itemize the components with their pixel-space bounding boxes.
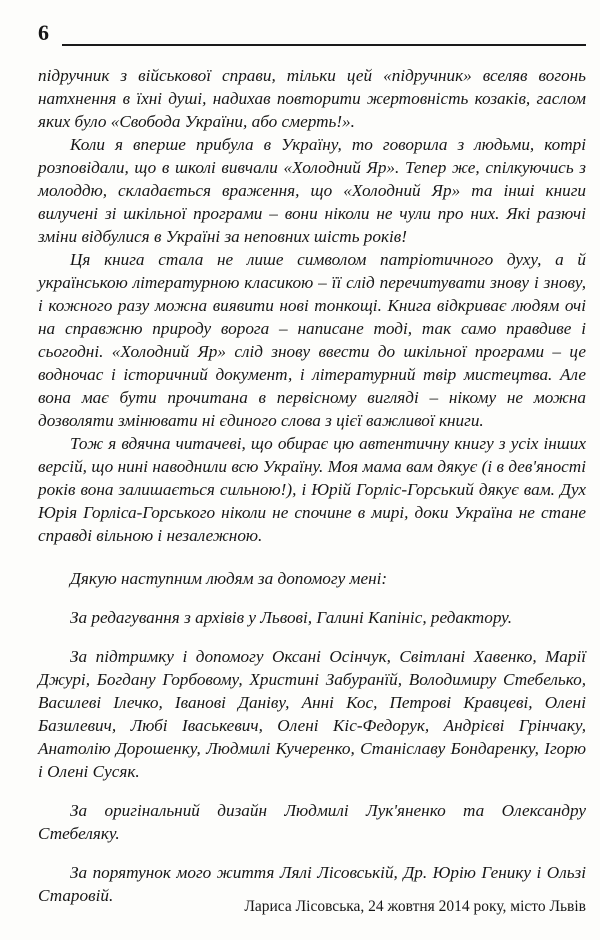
page-header xyxy=(38,20,586,48)
acknowledgements xyxy=(38,567,586,907)
book-page xyxy=(38,20,586,925)
acknowledgement-item: За оригінальний дизайн Людмилі Лук'яненко та Олександру Стебеляку. xyxy=(38,801,586,843)
main-text xyxy=(38,64,586,547)
acknowledgement-item: За підтримку і допомогу Оксані Осінчук, Світлані Хавенко, Марії Джурі, Богдану Горбовому, Христині Забуранїй, Володимиру Стебелько, Василеві Ілечко, Іванові Даніву, Анні Кос, Петрові Кравцеві, Олені Базилевич, Любі Іваськевич, Олені Кіс-Федорук, Андрієві Грінчаку, Анатолію Дорошенку, Людмилі Кучеренко, Станіславу Бондаренку, Ігорю і Олені Сусяк. xyxy=(38,647,586,781)
signature-line: Лариса Лісовська, 24 жовтня 2014 року, місто Львів xyxy=(244,898,586,915)
paragraph: Ця книга стала не лише символом патріотичного духу, а й українською літературною класикою – її слід перечитувати знову і знову, і кожного разу можна виявити нові тонкощі. Книга відкриває людям очі на справжню природу ворога – написане тоді, так само правдиве і сьогодні. «Холодний Яр» слід знову ввести до шкільної програми – це водночас і історичний документ, і літературний твір мистецтва. Але вона має бути прочитана в первісному вигляді – нікому не можна дозволяти змінювати ні єдиного слова з цієї важливої книги. xyxy=(38,250,586,430)
acknowledgement-item: За порятунок мого життя Лялі Лісовській, Др. Юрію Генику і Ользі Старовій. xyxy=(38,863,586,905)
header-rule xyxy=(62,44,586,46)
paragraph-continued: підручник з військової справи, тільки цей «підручник» вселяв вогонь натхнення в їхні душі, надихав повторити жертовність козаків, гаслом яких було «Свобода України, або смерть!». xyxy=(38,66,586,131)
page-number: 6 xyxy=(38,20,49,45)
paragraph: Коли я вперше прибула в Україну, то говорила з людьми, котрі розповідали, що в школі вивчали «Холодний Яр». Тепер же, спілкуючись з молоддю, складається враження, що «Холодний Яр» та інші книги вилучені зі шкільної програми – вони ніколи не чули про них. Які разючі зміни відбулися в Україні за неповних шість років! xyxy=(38,135,586,246)
acknowledgement-item: За редагування з архівів у Львові, Галині Капініс, редактору. xyxy=(70,608,513,627)
paragraph: Тож я вдячна читачеві, що обирає цю автентичну книгу з усіх інших версій, що нині наводнили всю Україну. Моя мама вам дякує (і в дев'яності років вона залишається сильною!), і Юрій Горліс-Горський дякує вам. Дух Юрія Горліса-Горського ніколи не спочине в мирі, доки Україна не стане справді вільною і незалежною. xyxy=(38,434,586,545)
acknowledgements-intro: Дякую наступним людям за допомогу мені: xyxy=(70,569,388,588)
